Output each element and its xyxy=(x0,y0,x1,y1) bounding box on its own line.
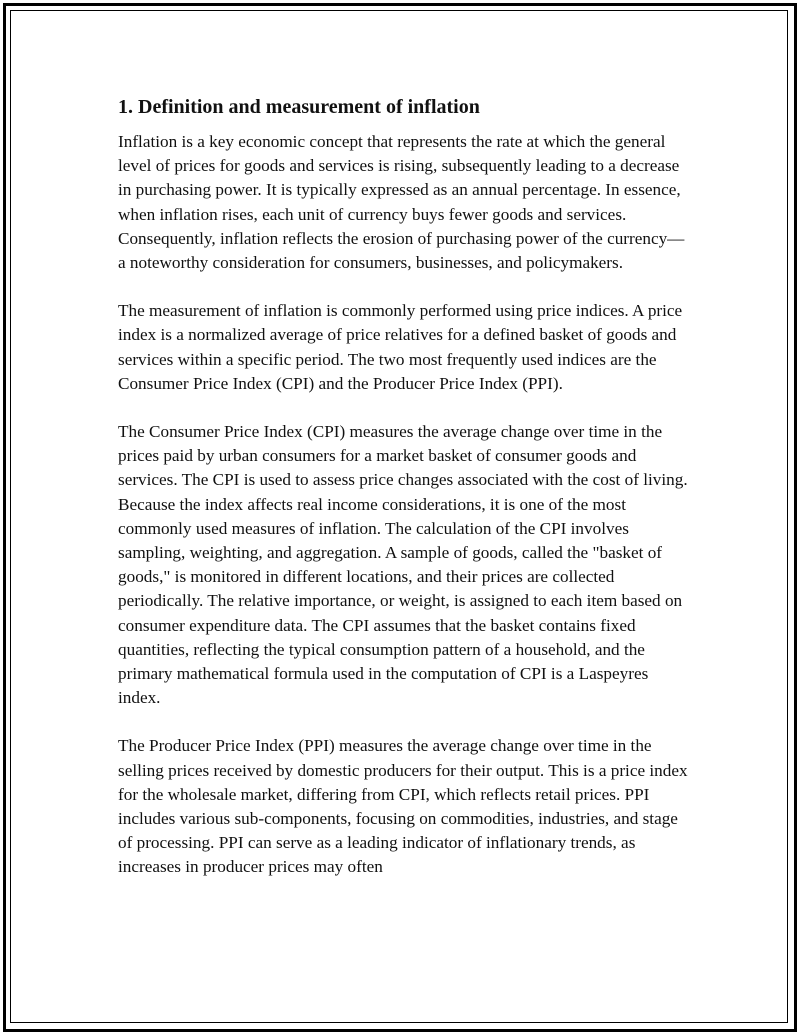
paragraph-cpi: The Consumer Price Index (CPI) measures the average change over time in the prices paid by urban consumers for a market basket of consumer goods and services. The CPI is used to assess price changes associated with the cost of living. Because the index affects real income considerations, it is one of the most commonly used measures of inflation. The calculation of the CPI involves sampling, weighting, and aggregation. A sample of goods, called the "basket of goods," is monitored in different locations, and their prices are collected periodically. The relative importance, or weight, is assigned to each item based on consumer expenditure data. The CPI assumes that the basket contains fixed quantities, reflecting the typical consumption pattern of a household, and the primary mathematical formula used in the computation of CPI is a Laspeyres index. xyxy=(118,422,688,708)
document-body xyxy=(118,94,690,904)
paragraph-measurement: The measurement of inflation is commonly performed using price indices. A price index is a normalized average of price relatives for a defined basket of goods and services within a specific period. The two most frequently used indices are the Consumer Price Index (CPI) and the Producer Price Index (PPI). xyxy=(118,301,683,393)
section-heading: 1. Definition and measurement of inflation xyxy=(118,96,480,118)
paragraph-inflation-definition: Inflation is a key economic concept that represents the rate at which the general level of prices for goods and services is rising, subsequently leading to a decrease in purchasing power. It is typically expressed as an annual percentage. In essence, when inflation rises, each unit of currency buys fewer goods and services. Consequently, inflation reflects the erosion of purchasing power of the currency—a noteworthy consideration for consumers, businesses, and policymakers. xyxy=(118,132,685,273)
paragraph-ppi: The Producer Price Index (PPI) measures the average change over time in the selling prices received by domestic producers for their output. This is a price index for the wholesale market, differing from CPI, which reflects retail prices. PPI includes various sub-components, focusing on commodities, industries, and stage of processing. PPI can serve as a leading indicator of inflationary trends, as increases in producer prices may often xyxy=(118,736,688,877)
